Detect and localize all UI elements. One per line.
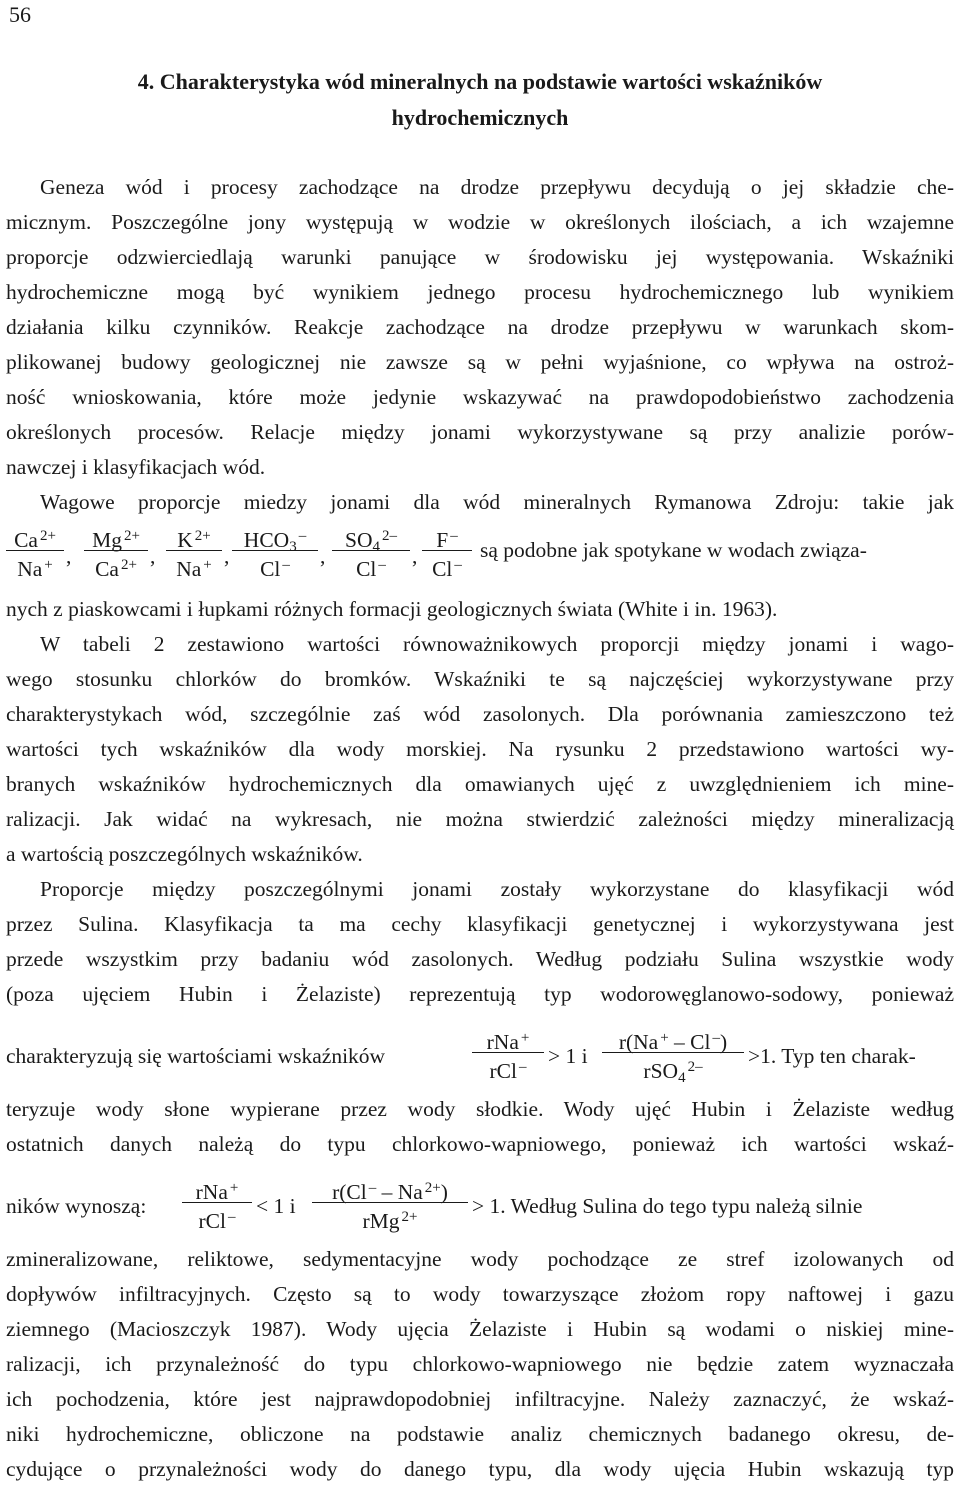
ratio-so4-cl: $SO_4^{2-}$ Cl –: [332, 522, 410, 579]
paragraph-6: [6, 1242, 954, 1487]
text-line: dopływów infiltracyjnych. Często są to wody towarzyszące złożom ropy naftowej i gazu: [6, 1282, 954, 1306]
fraction-na-cl-so4: r(Na + – Cl –) rSO$_4^{2-}$: [602, 1024, 744, 1081]
text-line: proporcje odzwierciedlają warunki panujące w środowisku jej występowania. Wskaźniki: [6, 245, 954, 269]
chapter-title: [0, 64, 960, 136]
text-line: W tabeli 2 zestawiono wartości równoważnikowych proporcji między jonami i wago-: [40, 632, 954, 656]
comma: ,: [150, 544, 156, 568]
text-line: ich pochodzenia, które jest najprawdopodobniej infiltracyjne. Należy zaznaczyć, że wskaź-: [6, 1387, 954, 1411]
text-line: cydujące o przynależności wody do danego typu, dla wody ujęcia Hubin wskazują typ: [6, 1457, 954, 1481]
formula-prefix: ników wynoszą:: [6, 1194, 147, 1218]
text-line: ralizacji, ich przynależność do typu chlorkowo-wapniowego nie będzie zatem wyznaczała: [6, 1352, 954, 1376]
text-line: plikowanej budowy geologicznej nie zawsze są w pełni wyjaśnione, co wpływa na ostroż-: [6, 350, 954, 374]
paragraph-5: [6, 1092, 954, 1242]
page-number: 56: [9, 2, 31, 27]
text-line: hydrochemiczne mogą być wynikiem jednego procesu hydrochemicznego lub wynikiem: [6, 280, 954, 304]
text-line: zmineralizowane, reliktowe, sedymentacyjne wody pochodzące ze stref izolowanych od: [6, 1247, 954, 1271]
text-line: Proporcje między poszczególnymi jonami zostały wykorzystane do klasyfikacji wód: [40, 877, 954, 901]
formula-mid: < 1 i: [256, 1194, 296, 1218]
formula-suffix: >1. Typ ten charak-: [748, 1044, 916, 1068]
text-line: niki hydrochemiczne, obliczone na podstawie analiz chemicznych badanego okresu, de-: [6, 1422, 954, 1446]
ratio-hco3-cl: $HCO_3^-$ Cl –: [232, 522, 318, 579]
text-line: ralizacji. Jak widać na wykresach, nie można stwierdzić zależności między mineralizacją: [6, 807, 954, 831]
text-line: Wagowe proporcje miedzy jonami dla wód mineralnych Rymanowa Zdroju: takie jak: [40, 490, 954, 514]
comma: ,: [412, 544, 418, 568]
comma: ,: [224, 544, 230, 568]
text-line: wartości tych wskaźników dla wody morskiej. Na rysunku 2 przedstawiono wartości wy-: [6, 737, 954, 761]
text-line: a wartością poszczególnych wskaźników.: [6, 842, 363, 866]
text-line: charakterystykach wód, szczególnie zaś wód zasolonych. Dla porównania zamieszczono też: [6, 702, 954, 726]
comma: ,: [320, 544, 326, 568]
ratio-formula-row: [6, 520, 954, 592]
ratio-mg-ca: Mg $^{2+}$ Ca $^{2+}$: [84, 522, 148, 579]
text-line: nawczej i klasyfikacjach wód.: [6, 455, 266, 479]
fraction-cl-na-mg: r(Cl – – Na $^{2+}$) rMg $^{2+}$: [312, 1174, 468, 1231]
fraction-rna-rcl: rNa + rCl –: [182, 1174, 252, 1231]
sulin-formula-a: [6, 1012, 954, 1092]
sulin-formula-b: [6, 1162, 954, 1242]
text-line: przez Sulina. Klasyfikacja ta ma cechy klasyfikacji genetycznej i wykorzystywana jest: [6, 912, 954, 936]
formula-prefix: charakteryzują się wartościami wskaźników: [6, 1044, 386, 1068]
text-line: ostatnich danych należą do typu chlorkowo-wapniowego, ponieważ ich wartości wskaź-: [6, 1132, 954, 1156]
ratio-tail-text: są podobne jak spotykane w wodach związa-: [480, 538, 867, 562]
paragraph-1: [6, 170, 954, 485]
text-line: (poza ujęciem Hubin i Żelaziste) reprezentują typ wodorowęglanowo-sodowy, ponieważ: [6, 982, 954, 1006]
ratio-f-cl: F – Cl –: [422, 522, 472, 579]
chapter-title-line-1: 4. Charakterystyka wód mineralnych na podstawie wartości wskaźników: [137, 69, 823, 94]
text-line: ność wnioskowania, które może jedynie wskazywać na prawdopodobieństwo zachodzenia: [6, 385, 954, 409]
text-line: wego stosunku chlorków do bromków. Wskaźniki te są najczęściej wykorzystywane przy: [6, 667, 954, 691]
comma: ,: [66, 544, 72, 568]
chapter-title-line-2: hydrochemicznych: [391, 105, 569, 130]
paragraph-3: [6, 627, 954, 872]
text-line: branych wskaźników hydrochemicznych dla omawianych ujęć z uwzględnieniem ich mine-: [6, 772, 954, 796]
text-line: działania kilku czynników. Reakcje zachodzące na drodze przepływu w warunkach skom-: [6, 315, 954, 339]
paragraph-2: [6, 485, 954, 627]
text-line: przede wszystkim przy badaniu wód zasolonych. Według podziału Sulina wszystkie wody: [6, 947, 954, 971]
text-line: teryzuje wody słone wypierane przez wody słodkie. Wody ujęć Hubin i Żelaziste według: [6, 1097, 954, 1121]
formula-mid: > 1 i: [548, 1044, 588, 1068]
text-line: micznym. Poszczególne jony występują w wodzie w określonych ilościach, a ich wzajemne: [6, 210, 954, 234]
fraction-rna-rcl: rNa + rCl –: [472, 1024, 544, 1081]
text-line: Geneza wód i procesy zachodzące na drodze przepływu decydują o jej składzie che-: [40, 175, 954, 199]
paragraph-4: [6, 872, 954, 1092]
ratio-ca-na: Ca $^{2+}$ Na +: [6, 522, 64, 579]
body-text: [6, 170, 954, 1487]
text-line: nych z piaskowcami i łupkami różnych formacji geologicznych świata (White i in. 1963).: [6, 597, 778, 621]
text-line: określonych procesów. Relacje między jonami wykorzystywane są przy analizie porów-: [6, 420, 954, 444]
text-line: ziemnego (Macioszczyk 1987). Wody ujęcia Żelaziste i Hubin są wodami o niskiej mine-: [6, 1317, 954, 1341]
formula-suffix: > 1. Według Sulina do tego typu należą silnie: [472, 1194, 863, 1218]
ratio-k-na: K $^{2+}$ Na +: [166, 522, 222, 579]
